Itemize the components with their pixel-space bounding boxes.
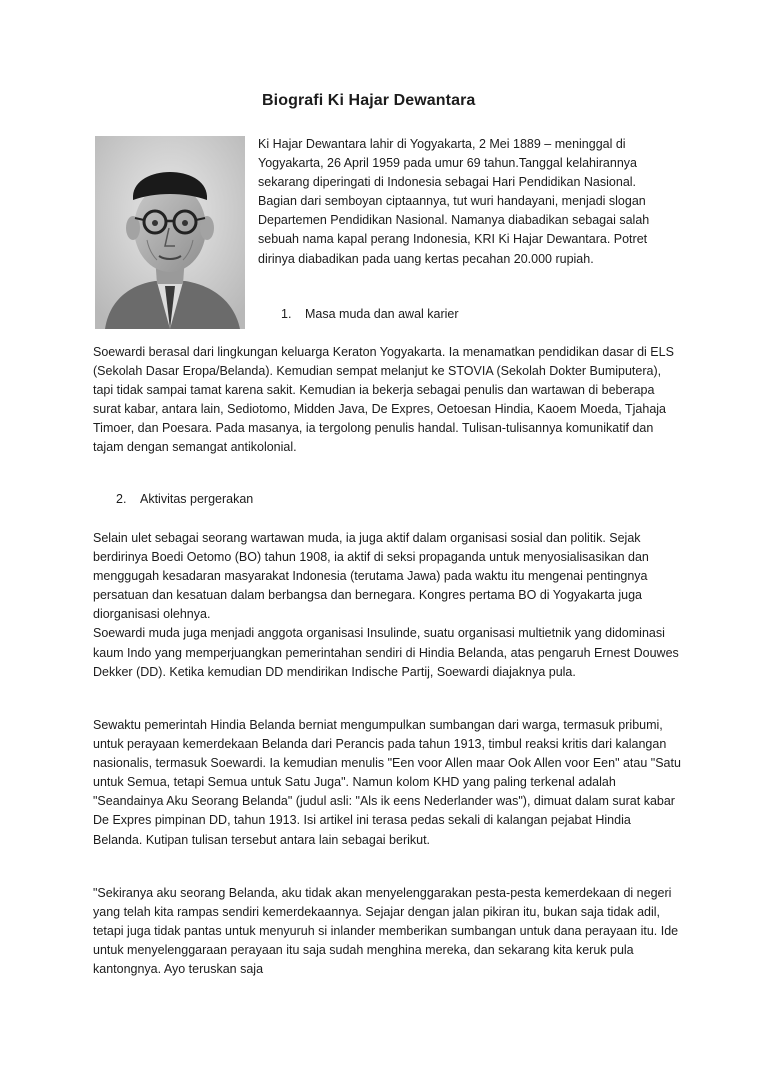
section-heading-text: Aktivitas pergerakan	[140, 492, 254, 506]
section-heading-2	[116, 492, 253, 506]
paragraph-kutipan: "Sekiranya aku seorang Belanda, aku tidak akan menyelenggarakan pesta-pesta kemerdekaan di negeri yang telah kita rampas sendiri kemerdekaannya. Sejajar dengan jalan pikiran itu, bukan saja tidak adil, tetapi juga tidak pantas untuk menyuruh si inlander memberikan sumbangan untuk dana perayaan itu. Ide untuk menyelenggaraan perayaan itu saja sudah menghina mereka, dan sekarang kita keruk pula kantongnya. Ayo teruskan saja	[93, 886, 679, 977]
section-heading-1	[281, 307, 459, 321]
paragraph-aktivitas: Selain ulet sebagai seorang wartawan muda, ia juga aktif dalam organisasi sosial dan politik. Sejak berdirinya Boedi Oetomo (BO) tahun 1908, ia aktif di seksi propaganda untuk menyosialisasikan dan menggugah kesadaran masyarakat Indonesia (terutama Jawa) pada waktu itu mengenai pentingnya persatuan dan kesatuan dalam berbangsa dan bernegara. Kongres pertama BO di Yogyakarta juga diorganisasi olehnya. Soewardi muda juga menjadi anggota organisasi Insulinde, suatu organisasi multietnik yang didominasi kaum Indo yang memperjuangkan pemerintahan sendiri di Hindia Belanda, atas pengaruh Ernest Douwes Dekker (DD). Ketika kemudian DD mendirikan Indische Partij, Soewardi diajaknya pula.	[93, 531, 679, 679]
document-title: Biografi Ki Hajar Dewantara	[262, 92, 476, 109]
section-number: 1.	[281, 307, 292, 321]
portrait-photo	[95, 136, 245, 329]
paragraph-masa-muda: Soewardi berasal dari lingkungan keluarga Keraton Yogyakarta. Ia menamatkan pendidikan dasar di ELS (Sekolah Dasar Eropa/Belanda). Kemudian sempat melanjut ke STOVIA (Sekolah Dokter Bumiputera), tapi tidak sampai tamat karena sakit. Kemudian ia bekerja sebagai penulis dan wartawan di beberapa surat kabar, antara lain, Sediotomo, Midden Java, De Expres, Oetoesan Hindia, Kaoem Moeda, Tjahaja Timoer, dan Poesara. Pada masanya, ia tergolong penulis handal. Tulisan-tulisannya komunikatif dan tajam dengan semangat antikolonial.	[93, 345, 674, 455]
portrait-illustration	[95, 136, 245, 329]
intro-paragraph: Ki Hajar Dewantara lahir di Yogyakarta, 2 Mei 1889 – meninggal di Yogyakarta, 26 April 1959 pada umur 69 tahun.Tanggal kelahirannya sekarang diperingati di Indonesia sebagai Hari Pendidikan Nasional. Bagian dari semboyan ciptaannya, tut wuri handayani, menjadi slogan Departemen Pendidikan Nasional. Namanya diabadikan sebagai salah sebuah nama kapal perang Indonesia, KRI Ki Hajar Dewantara. Potret dirinya diabadikan pada uang kertas pecahan 20.000 rupiah.	[258, 137, 650, 266]
section-heading-text: Masa muda dan awal karier	[305, 307, 459, 321]
paragraph-perayaan: Sewaktu pemerintah Hindia Belanda berniat mengumpulkan sumbangan dari warga, termasuk pribumi, untuk perayaan kemerdekaan Belanda dari Perancis pada tahun 1913, timbul reaksi kritis dari kalangan nasionalis, termasuk Soewardi. Ia kemudian menulis "Een voor Allen maar Ook Allen voor Een" atau "Satu untuk Semua, tetapi Semua untuk Satu Juga". Namun kolom KHD yang paling terkenal adalah "Seandainya Aku Seorang Belanda" (judul asli: "Als ik eens Nederlander was"), dimuat dalam surat kabar De Expres pimpinan DD, tahun 1913. Isi artikel ini terasa pedas sekali di kalangan pejabat Hindia Belanda. Kutipan tulisan tersebut antara lain sebagai berikut.	[93, 718, 681, 847]
section-number: 2.	[116, 492, 127, 506]
